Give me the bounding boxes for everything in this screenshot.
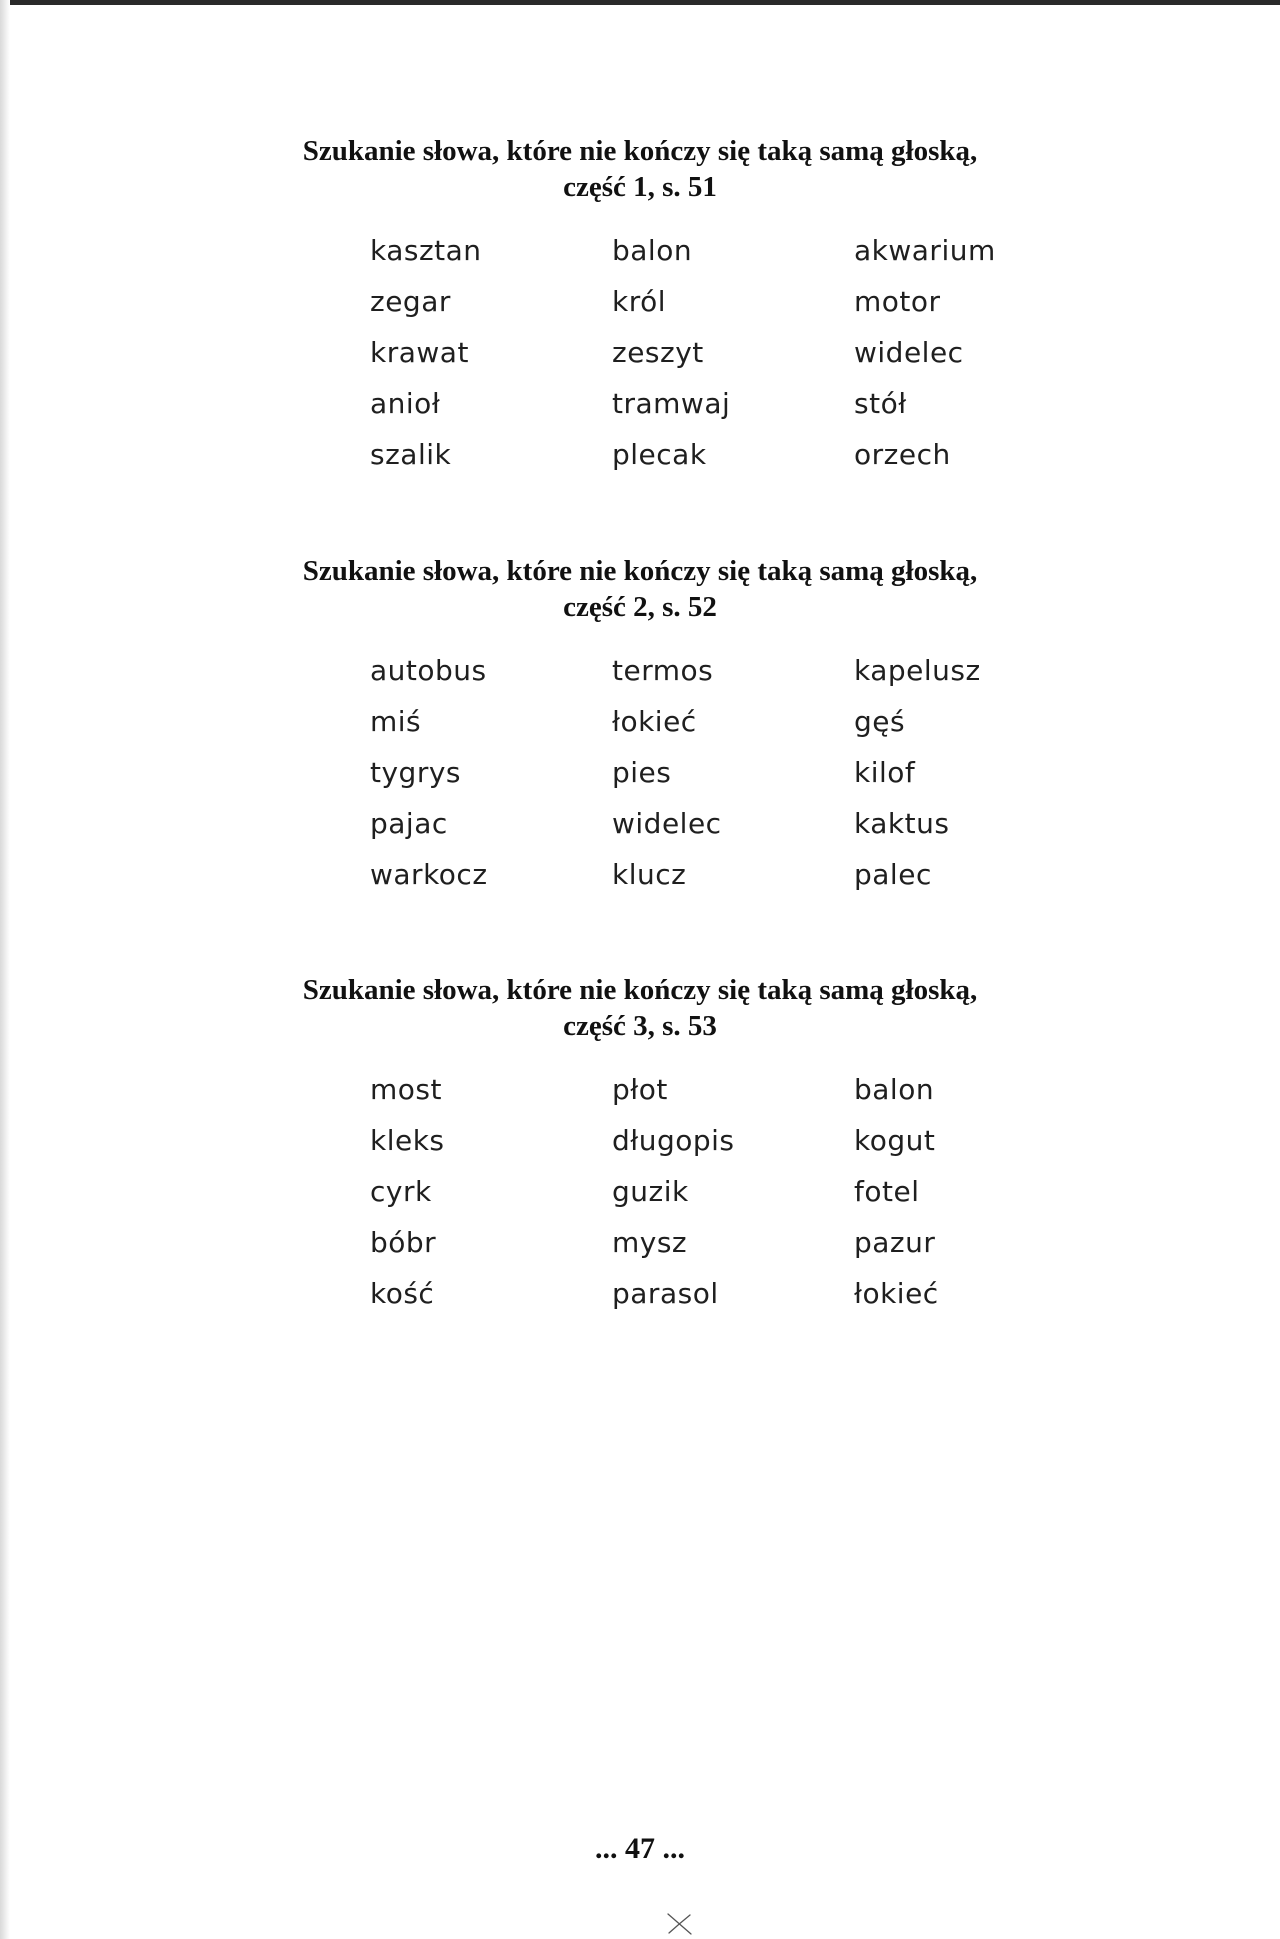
- section-title: [0, 553, 1280, 625]
- section-title-line-2: część 1, s. 51: [563, 171, 717, 203]
- word-item: balon: [854, 1073, 935, 1106]
- word-item: klucz: [612, 858, 687, 891]
- word-item: pajac: [370, 807, 448, 840]
- word-item: akwarium: [854, 234, 996, 267]
- word-item: kaktus: [854, 807, 950, 840]
- word-item: zegar: [370, 285, 451, 318]
- word-item: płot: [612, 1073, 668, 1106]
- word-column-1: [370, 225, 482, 480]
- word-item: most: [370, 1073, 442, 1106]
- word-item: kilof: [854, 756, 916, 789]
- word-column-2: [612, 645, 722, 900]
- word-item: cyrk: [370, 1175, 432, 1208]
- word-item: bóbr: [370, 1226, 437, 1259]
- word-item: kogut: [854, 1124, 936, 1157]
- section-title-line-2: część 2, s. 52: [563, 591, 717, 623]
- page-top-edge: [0, 0, 1280, 5]
- word-item: motor: [854, 285, 941, 318]
- word-item: termos: [612, 654, 714, 687]
- word-item: łokieć: [612, 705, 697, 738]
- word-item: widelec: [612, 807, 722, 840]
- word-item: kość: [370, 1277, 435, 1310]
- word-item: guzik: [612, 1175, 689, 1208]
- section-title-line-1: Szukanie słowa, które nie kończy się taką samą głoską,: [302, 974, 978, 1006]
- word-item: gęś: [854, 705, 906, 738]
- word-column-1: [370, 1064, 445, 1319]
- word-item: stół: [854, 387, 907, 420]
- word-column-2: [612, 225, 730, 480]
- word-column-1: [370, 645, 488, 900]
- word-item: tygrys: [370, 756, 461, 789]
- word-item: autobus: [370, 654, 487, 687]
- word-column-2: [612, 1064, 735, 1319]
- word-item: krawat: [370, 336, 469, 369]
- pencil-mark-icon: [665, 1912, 695, 1936]
- word-column-3: [854, 645, 981, 900]
- word-item: łokieć: [854, 1277, 939, 1310]
- exercise-section-1: [0, 133, 1280, 471]
- section-title: [0, 133, 1280, 205]
- word-item: kasztan: [370, 234, 482, 267]
- word-item: pazur: [854, 1226, 936, 1259]
- word-item: król: [612, 285, 667, 318]
- section-title-line-2: część 3, s. 53: [563, 1010, 717, 1042]
- word-item: widelec: [854, 336, 964, 369]
- word-item: plecak: [612, 438, 707, 471]
- page-number: ... 47 ...: [595, 1832, 685, 1865]
- word-item: parasol: [612, 1277, 719, 1310]
- word-column-3: [854, 1064, 939, 1319]
- word-item: palec: [854, 858, 932, 891]
- word-item: anioł: [370, 387, 441, 420]
- section-title: [0, 972, 1280, 1044]
- scan-left-shadow: [0, 0, 10, 1939]
- word-item: kapelusz: [854, 654, 981, 687]
- word-item: zeszyt: [612, 336, 704, 369]
- word-column-3: [854, 225, 996, 480]
- word-item: mysz: [612, 1226, 688, 1259]
- word-item: kleks: [370, 1124, 445, 1157]
- word-item: pies: [612, 756, 672, 789]
- section-title-line-1: Szukanie słowa, które nie kończy się taką samą głoską,: [302, 135, 978, 167]
- word-item: tramwaj: [612, 387, 731, 420]
- section-title-line-1: Szukanie słowa, które nie kończy się taką samą głoską,: [302, 555, 978, 587]
- word-item: miś: [370, 705, 422, 738]
- word-item: długopis: [612, 1124, 735, 1157]
- word-item: balon: [612, 234, 693, 267]
- word-item: fotel: [854, 1175, 920, 1208]
- word-item: orzech: [854, 438, 951, 471]
- word-item: szalik: [370, 438, 452, 471]
- exercise-section-3: [0, 972, 1280, 1310]
- exercise-section-2: [0, 553, 1280, 891]
- word-item: warkocz: [370, 858, 488, 891]
